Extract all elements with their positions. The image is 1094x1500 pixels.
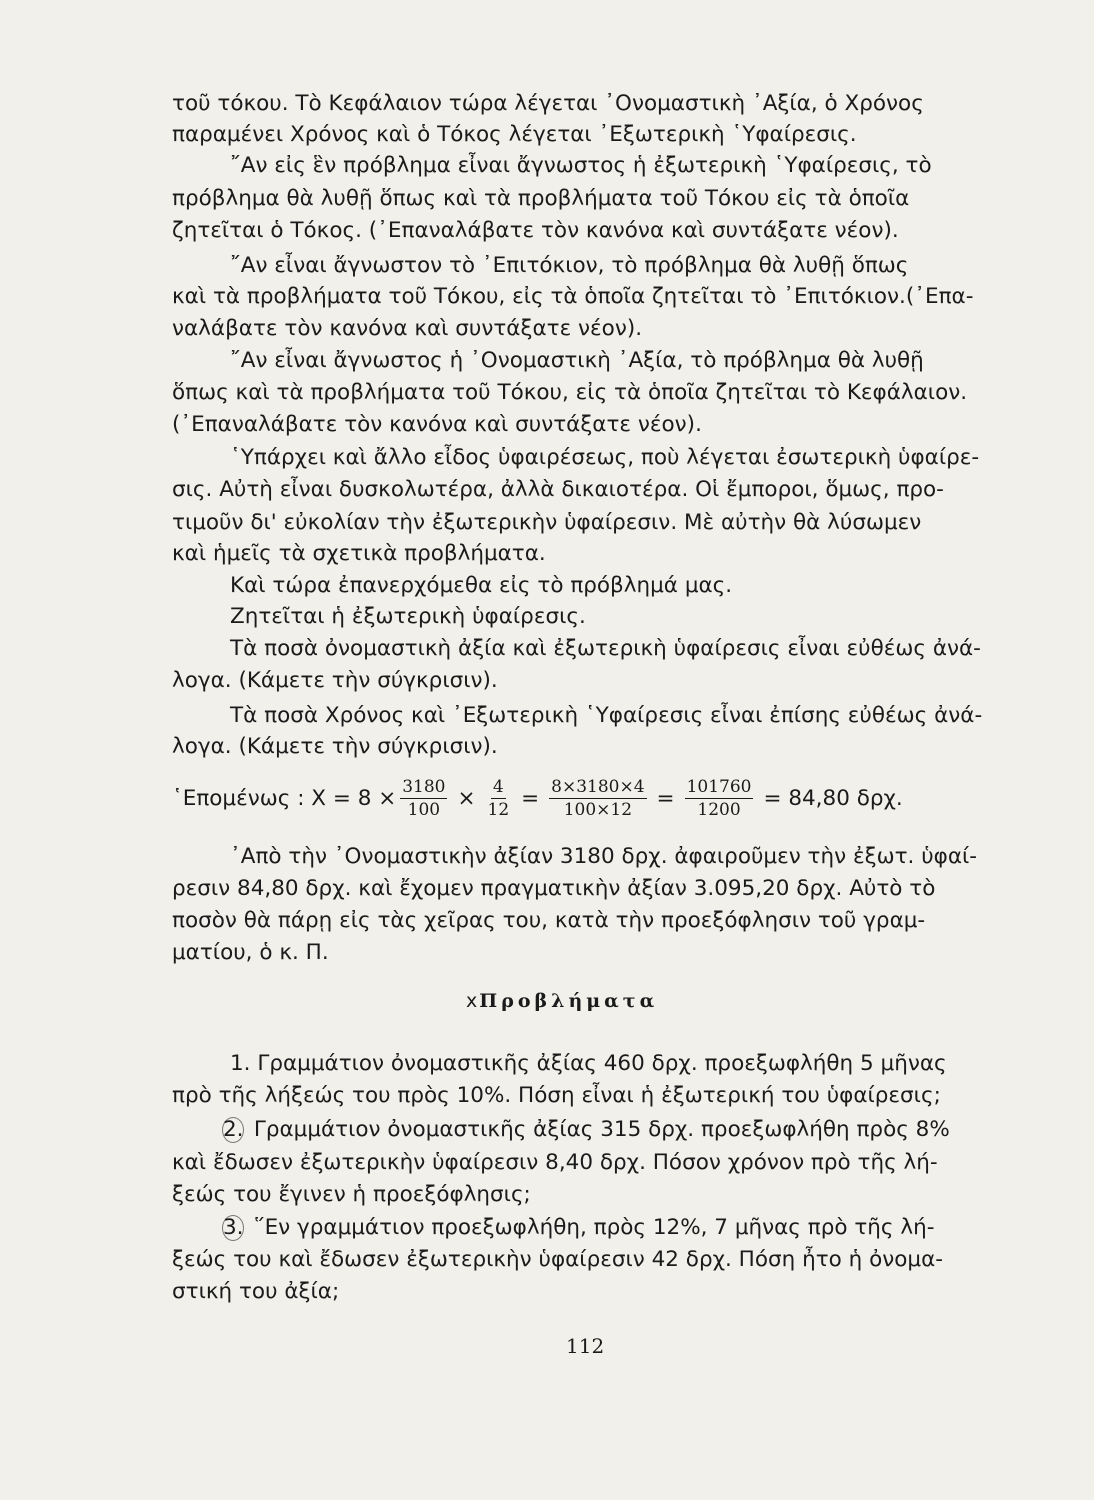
text-line: ῾Υπάρχει καὶ ἄλλο εἶδος ὑφαιρέσεως, ποὺ λέγεται ἐσωτερικὴ ὑφαίρε- [230, 445, 980, 470]
text-line: τιμοῦν δι' εὐκολίαν τὴν ἐξωτερικὴν ὑφαίρεσιν. Μὲ αὐτὴν θὰ λύσωμεν [172, 510, 922, 535]
fraction-1 [400, 776, 447, 821]
section-heading [466, 990, 658, 1012]
text-line: Τὰ ποσὰ ὀνομαστικὴ ἀξία καὶ ἐξωτερικὴ ὑφαίρεσις εἶναι εὐθέως ἀνά- [230, 636, 981, 661]
text-line: ῎Αν εἰς ἓν πρόβλημα εἶναι ἄγνωστος ἡ ἐξωτερικὴ ῾Υφαίρεσις, τὸ [230, 153, 932, 178]
fraction-denominator: 1200 [697, 799, 741, 820]
text-line: ῎Αν εἶναι ἄγνωστον τὸ ᾿Επιτόκιον, τὸ πρόβλημα θὰ λυθῇ ὅπως [230, 253, 909, 278]
equals-sign: = [521, 785, 540, 811]
problem-1 [230, 1048, 1010, 1079]
text-line: ᾿Απὸ τὴν ᾿Ονομαστικὴν ἀξίαν 3180 δρχ. ἀφαιροῦμεν τὴν ἐξωτ. ὑφαί- [230, 844, 978, 869]
problem-text: Γραμμάτιον ὀνομαστικῆς ἀξίας 315 δρχ. προεξωφλήθη πρὸς 8% [253, 1117, 950, 1142]
text-line: ματίου, ὁ κ. Π. [172, 940, 329, 965]
text-line: σις. Αὐτὴ εἶναι δυσκολωτέρα, ἀλλὰ δικαιοτέρα. Οἱ ἔμποροι, ὅμως, προ- [172, 477, 944, 502]
text-line: πρόβλημα θὰ λυθῇ ὅπως καὶ τὰ προβλήματα τοῦ Τόκου εἰς τὰ ὁποῖα [172, 186, 910, 211]
fraction-denominator: 12 [487, 799, 510, 820]
fraction-numerator: 4 [492, 776, 504, 797]
text-line: τοῦ τόκου. Τὸ Κεφάλαιον τώρα λέγεται ᾿Ονομαστικὴ ᾿Αξία, ὁ Χρόνος [172, 91, 924, 116]
circled-number: 3. [223, 1215, 244, 1240]
circled-number: 2. [223, 1117, 244, 1142]
text-line: παραμένει Χρόνος καὶ ὁ Τόκος λέγεται ᾿Εξωτερικὴ ῾Υφαίρεσις. [172, 122, 857, 147]
text-line: (᾿Επαναλάβατε τὸν κανόνα καὶ συντάξατε νέον). [172, 412, 702, 437]
text-line: Καὶ τώρα ἐπανερχόμεθα εἰς τὸ πρόβλημά μας. [230, 573, 733, 598]
fraction-3 [549, 776, 646, 821]
text-line: καὶ ἔδωσεν ἐξωτερικὴν ὑφαίρεσιν 8,40 δρχ. Πόσον χρόνον πρὸ τῆς λή- [172, 1150, 938, 1175]
text-line: Ζητεῖται ἡ ἐξωτερικὴ ὑφαίρεσις. [230, 604, 586, 629]
text-line: ποσὸν θὰ πάρῃ εἰς τὰς χεῖρας του, κατὰ τὴν προεξόφλησιν τοῦ γραμ- [172, 908, 926, 933]
page-number: 112 [566, 1334, 605, 1358]
problem-3 [223, 1212, 1010, 1243]
text-line: καὶ ἡμεῖς τὰ σχετικὰ προβλήματα. [172, 541, 546, 566]
text-line: ναλάβατε τὸν κανόνα καὶ συντάξατε νέον). [172, 316, 643, 341]
text-line: ξεώς του ἔγινεν ἡ προεξόφλησις; [172, 1182, 531, 1207]
problem-2 [223, 1114, 1010, 1145]
fraction-denominator: 100 [407, 799, 441, 820]
equation-prefix: ῾Επομένως : Χ = 8 × [172, 785, 397, 811]
equation [172, 768, 903, 828]
fraction-denominator: 100×12 [563, 799, 633, 820]
text-line: πρὸ τῆς λήξεώς του πρὸς 10%. Πόση εἶναι ἡ ἐξωτερική του ὑφαίρεσις; [172, 1083, 941, 1108]
problem-number: 1. [230, 1051, 251, 1076]
fraction-numerator: 8×3180×4 [551, 776, 645, 797]
text-line: Τὰ ποσὰ Χρόνος καὶ ᾿Εξωτερικὴ ῾Υφαίρεσις εἶναι ἐπίσης εὐθέως ἀνά- [230, 703, 983, 728]
text-line: λογα. (Κάμετε τὴν σύγκρισιν). [172, 734, 498, 759]
text-line: ζητεῖται ὁ Τόκος. (᾿Επαναλάβατε τὸν κανόνα καὶ συντάξατε νέον). [172, 218, 899, 243]
fraction-numerator: 101760 [686, 776, 752, 797]
problem-text: Γραμμάτιον ὀνομαστικῆς ἀξίας 460 δρχ. προεξωφλήθη 5 μῆνας [257, 1051, 947, 1076]
text-line: ξεώς του καὶ ἔδωσεν ἐξωτερικὴν ὑφαίρεσιν 42 δρχ. Πόση ἦτο ἡ ὀνομα- [172, 1247, 944, 1272]
text-line: ὅπως καὶ τὰ προβλήματα τοῦ Τόκου, εἰς τὰ ὁποῖα ζητεῖται τὸ Κεφάλαιον. [172, 380, 968, 405]
fraction-4 [685, 776, 754, 821]
pencil-mark: 𝗑 [466, 990, 478, 1012]
text-line: ρεσιν 84,80 δρχ. καὶ ἔχομεν πραγματικὴν ἀξίαν 3.095,20 δρχ. Αὐτὸ τὸ [172, 876, 936, 901]
text-line: στική του ἀξία; [172, 1279, 340, 1304]
equation-result: = 84,80 δρχ. [763, 785, 903, 811]
text-line: ῎Αν εἶναι ἄγνωστος ἡ ᾿Ονομαστικὴ ᾿Αξία, τὸ πρόβλημα θὰ λυθῇ [230, 348, 924, 373]
problem-text: ῞Εν γραμμάτιον προεξωφλήθη, πρὸς 12%, 7 μῆνας πρὸ τῆς λή- [253, 1215, 935, 1240]
equals-sign: = [656, 785, 675, 811]
section-title: Προβλήματα [479, 990, 659, 1012]
text-line: λογα. (Κάμετε τὴν σύγκρισιν). [172, 668, 498, 693]
fraction-2 [486, 776, 512, 821]
fraction-numerator: 3180 [402, 776, 446, 797]
text-line: καὶ τὰ προβλήματα τοῦ Τόκου, εἰς τὰ ὁποῖα ζητεῖται τὸ ᾿Επιτόκιον.(᾿Επα- [172, 284, 974, 309]
times-sign: × [457, 785, 476, 811]
